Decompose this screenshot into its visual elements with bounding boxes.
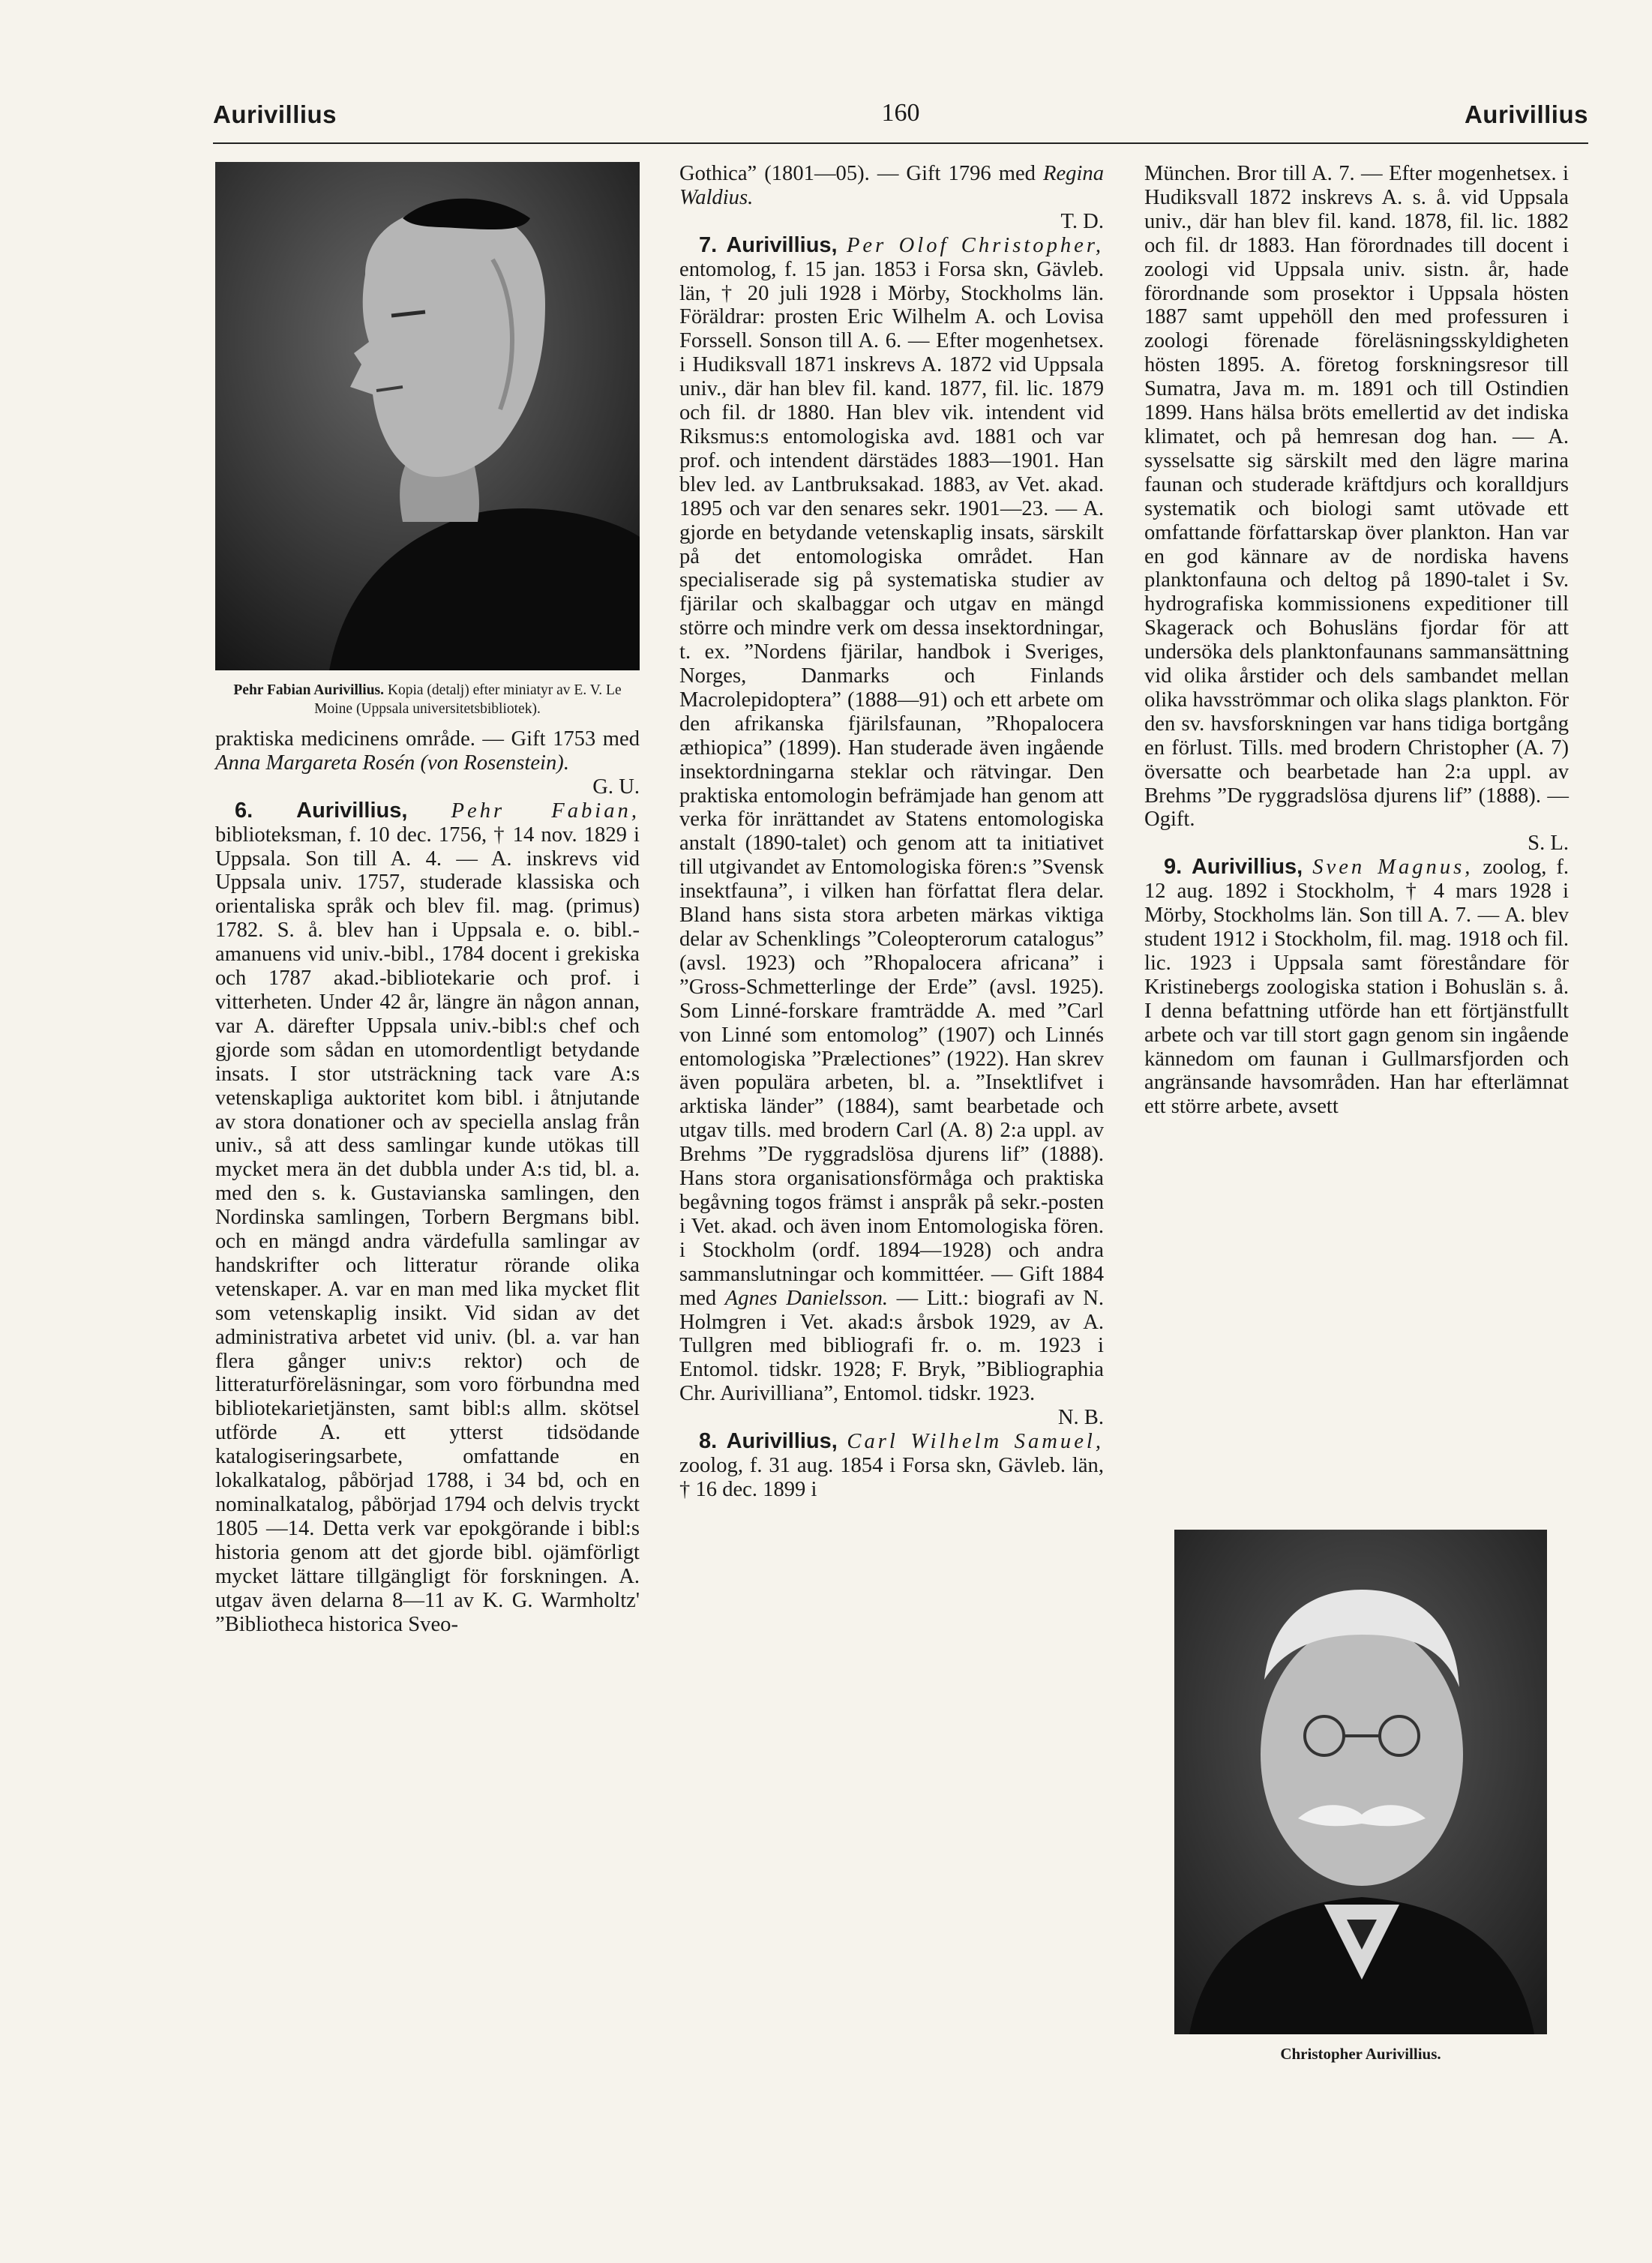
caption-name: Pehr Fabian Aurivillius. xyxy=(233,682,385,698)
entry-7 xyxy=(679,234,1104,1406)
spouse-name: Regina Waldius. xyxy=(679,162,1104,209)
header-right-title: Aurivillius xyxy=(1464,100,1588,128)
entry-6-ending xyxy=(679,162,1104,210)
entry-heading: 6. Aurivillius, xyxy=(235,798,408,823)
entry-8 xyxy=(679,1430,1104,1502)
page-number: 160 xyxy=(881,99,920,127)
author-signature: N. B. xyxy=(1057,1406,1104,1430)
spouse-name: Agnes Danielsson. xyxy=(724,1286,889,1310)
entry-person-name: Per Olof Christopher, xyxy=(846,233,1104,257)
signature-row xyxy=(1144,832,1569,856)
column-1 xyxy=(215,162,640,1636)
text: praktiska medicinens område. — Gift 1753 med xyxy=(215,727,640,751)
entry-heading: 9. Aurivillius, xyxy=(1164,855,1303,880)
author-signature: S. L. xyxy=(1528,832,1569,856)
portrait-christopher xyxy=(1174,1530,1547,2034)
portrait-caption-2: Christopher Aurivillius. xyxy=(1280,2045,1441,2063)
entry-person-name: Carl Wilhelm Samuel, xyxy=(847,1430,1104,1454)
literature-text: — Litt.: biografi av N. Holmgren i Vet. akad:s årsbok 1929, av A. Tullgren med bibliografi fr. o. m. 1923 i Entomol. tidskr. 1928; F. Bryk, ”Bibliographia Chr. Aurivilliana”, Entomol. tidskr. 1923. xyxy=(679,1286,1104,1406)
entry-heading: 8. Aurivillius, xyxy=(699,1429,838,1454)
signature-row xyxy=(679,1406,1104,1430)
running-header xyxy=(213,96,1588,133)
entry-text: biblioteksman, f. 10 dec. 1756, † 14 nov. 1829 i Uppsala. Son till A. 4. — A. inskrevs vid Uppsala univ. 1757, studerade klassiska och orientaliska språk och blev fil. mag. (primus) 1782. S. å. blev han i Uppsala e. o. bibl.-amanuens vid univ.-bibl., 1784 docent i grekiska och 1787 akad.-bibliotekarie och prof. i vitterheten. Under 42 år, längre än någon annan, var A. därefter Uppsala univ.-bibl:s chef och gjorde som sådan en utomordentligt betydande insats. I stor utsträckning tack vare A:s vetenskapliga auktoritet kom bibl. i åtnjutande av stora donationer och av speciella anslag från univ., så att dess samlingar kunde utökas till mycket mera än det dubbla under A:s tid, bl. a. med den s. k. Gustavianska samlingen, den Nordinska samlingen, Torbern Bergmans bibl. och en mängd andra värdefulla samlingar av handskrifter och litteratur rörande olika vetenskaper. A. var en man med lika mycket flit som vetenskaplig insikt. Vid sidan av det administrativa arbetet vid univ. (bl. a. var han flera gånger univ:s rektor) och de litteraturföreläsningar, som voro förbundna med bibliotekarietjänsten, samt bibl:s allm. skötsel utförde A. ett ytterst tidsödande katalogiseringsarbete, omfattande en lokalkatalog, påbörjad 1788, i 34 bd, och en nominalkatalog, påbörjad 1794 och delvis tryckt 1805 —14. Detta verk var epokgörande i bibl:s historia genom att det gjorde bibl. ojämförligt mycket lättare tillgängligt för forskningen. A. utgav även delarna 8—11 av K. G. Warmholtz' ”Bibliotheca historica Sveo- xyxy=(215,823,640,1636)
portrait-caption-1 xyxy=(215,681,640,718)
entry-text: zoolog, f. 12 aug. 1892 i Stockholm, † 4 mars 1928 i Mörby, Stockholms län. Son till A. 7. — A. blev student 1912 i Stockholm, fil. mag. 1918 och fil. lic. 1923 i Uppsala samt föreståndare för Kristinebergs zoologiska station i Bohuslän s. å. I denna befattning utförde han ett förtjänstfullt arbete och var till stort gagn genom sin ingående kännedom om faunan i Gullmarsfjorden och angränsande havsområden. Han har efterlämnat ett större arbete, avsett xyxy=(1144,856,1569,1119)
portrait-illustration xyxy=(1174,1530,1547,2034)
caption-text: Kopia (detalj) efter miniatyr av E. V. Le Moine (Uppsala universitetsbibliotek). xyxy=(314,682,622,717)
entry-person-name: Sven Magnus, xyxy=(1312,856,1474,880)
signature-row xyxy=(679,210,1104,234)
author-signature: T. D. xyxy=(1060,209,1104,233)
entry-heading: 7. Aurivillius, xyxy=(699,232,838,257)
spouse-name: Anna Margareta Rosén (von Rosenstein). xyxy=(215,751,569,775)
column-2 xyxy=(679,162,1104,1502)
author-signature: G. U. xyxy=(592,775,640,799)
entry-text: zoolog, f. 31 aug. 1854 i Forsa skn, Gävleb. län, † 16 dec. 1899 i xyxy=(679,1453,1104,1501)
entry-8-continued xyxy=(1144,162,1569,832)
entry-5-ending xyxy=(215,727,640,775)
signature-row xyxy=(215,775,640,799)
entry-text: entomolog, f. 15 jan. 1853 i Forsa skn, Gävleb. län, † 20 juli 1928 i Mörby, Stockholms län. Föräldrar: prosten Eric Wilhelm A. och Lovisa Forssell. Sonson till A. 6. — Efter mogenhetsex. i Hudiksvall 1871 inskrevs A. 1872 vid Uppsala univ., där han blev fil. kand. 1877, fil. lic. 1879 och fil. dr 1880. Han blev vik. intendent vid Riksmus:s entomologiska avd. 1881 och var prof. och intendent därstädes 1883—1901. Han blev led. av Lantbruksakad. 1883, av Vet. akad. 1895 och var den senares sekr. 1901—23. — A. gjorde en betydande vetenskaplig insats, särskilt på det entomologiska området. Han specialiserade sig på systematiska studier av fjärilar och skalbaggar och utgav en mängd större och mindre verk om dessa insektordningar, t. ex. ”Nordens fjärilar, handbok i Sveriges, Norges, Danmarks och Finlands Macrolepidoptera” (1888—91) och ett arbete om den afrikanska fjärilsfaunan, ”Rhopalocera æthiopica” (1899). Han studerade även ingående insektordningarna steklar och rätvingar. Den praktiska entomologin befrämjade han genom att verka för inrättandet av Statens entomologiska anstalt (1890-talet) och genom att ta initiativet till utgivandet av Entomologiska fören:s ”Svensk insektfauna”, i vilken han författat flera delar. Bland hans sista stora arbeten märkas viktiga delar av Schenklings ”Coleopterorum catalogus” (avsl. 1923) och ”Rhopalocera africana” i ”Gross-Schmetterlinge der Erde” (avsl. 1925). Som Linné-forskare framträdde A. med ”Carl von Linné som entomolog” (1907) och Linnés entomologiska ”Prælectiones” (1922). Han skrev även populära arbeten, bl. a. ”Insektlifvet i arktiska länder” (1884), samt bearbetade och utgav tills. med brodern Carl (A. 8) 2:a uppl. av Brehms ”De ryggradslösa djurens lif” (1888). Hans stora organisationsförmåga och praktiska begåvning togos främst i anspråk på sekr.-posten i Vet. akad. och även inom Entomologiska fören. i Stockholm (ordf. 1894—1928) och andra sammanslutningar och kommittéer. — Gift 1884 med xyxy=(679,257,1104,1310)
text: Gothica” (1801—05). — Gift 1796 med xyxy=(679,162,1036,185)
portrait-illustration xyxy=(215,162,640,670)
entry-9 xyxy=(1144,856,1569,1119)
column-3 xyxy=(1144,162,1569,1119)
portrait-pehr-fabian xyxy=(215,162,640,670)
entry-6 xyxy=(215,799,640,1637)
entry-person-name: Pehr Fabian, xyxy=(451,799,640,823)
entry-text: München. Bror till A. 7. — Efter mogenhetsex. i Hudiksvall 1872 inskrevs A. s. å. vid Uppsala univ., där han blev fil. kand. 1878, fil. lic. 1882 och fil. dr 1883. Han förordnades till docent i zoologi vid Uppsala univ. sistn. år, hade förordnande som prosektor i Uppsala hösten 1887 samt uppehöll den med professuren i zoologi förenade föreläsningsskyldigheten hösten 1895. A. företog forskningsresor till Sumatra, Java m. m. 1891 och till Ostindien 1899. Hans hälsa bröts emellertid av det indiska klimatet, och på hemresan dog han. — A. sysselsatte sig särskilt med den lägre marina faunan och studerade kräftdjurs och koralldjurs systematik och biologi samt utövade ett omfattande författarskap över plankton. Han var en god kännare av de nordiska havens planktonfauna och deltog på 1890-talet i Sv. hydrografiska kommissionens expeditioner till Skagerack och Bohusläns fjordar för att undersöka dels planktonfaunans sammansättning vid olika årstider och dels sambandet mellan olika havsströmmar och olika slags plankton. För den sv. havsforskningen var hans tidiga bortgång en förlust. Tills. med brodern Christopher (A. 7) översatte och bearbetade han 2:a uppl. av Brehms ”De ryggradslösa djurens lif” (1888). — Ogift. xyxy=(1144,162,1569,832)
header-rule xyxy=(213,142,1588,144)
header-left-title: Aurivillius xyxy=(213,100,337,128)
